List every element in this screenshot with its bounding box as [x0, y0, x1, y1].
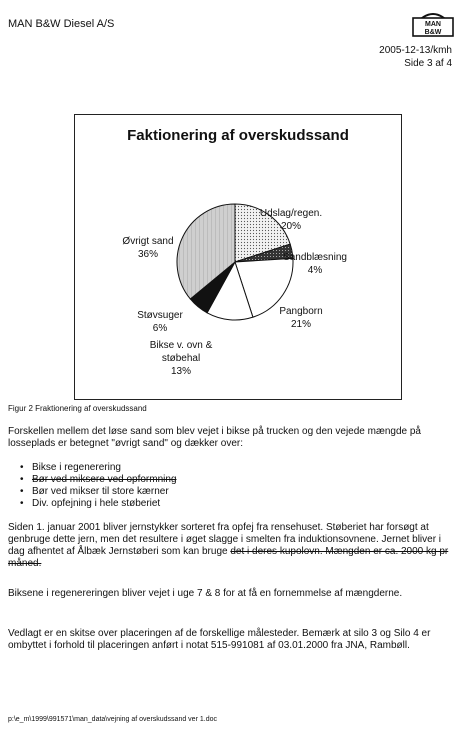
label-sandblaesning-name: Sandblæsning [283, 252, 347, 263]
label-udslag-name: Udslag/regen. [259, 208, 323, 219]
label-pangborn-name: Pangborn [279, 306, 323, 317]
label-pangborn [271, 305, 331, 331]
label-udslag-value: 20% [280, 221, 301, 232]
paragraph-iron [8, 522, 456, 570]
label-bikse [131, 339, 231, 378]
label-oevrigt-name: Øvrigt sand [122, 236, 174, 247]
document-meta [379, 44, 452, 70]
paragraph-iron-struck: det i deres kupolovn. Mængden er ca. 2000 kg pr måned. [8, 546, 449, 569]
label-bikse-name-1: Bikse v. ovn & [149, 340, 213, 351]
label-bikse-value: 13% [170, 366, 191, 377]
bullet-text-1: Bikse i regenerering [32, 462, 121, 473]
company-name: MAN B&W Diesel A/S [8, 18, 115, 30]
label-pangborn-value: 21% [290, 319, 311, 330]
bullet-text-2: Bør ved miksere ved opformning [32, 474, 177, 485]
bullet-item-2 [20, 474, 177, 486]
logo-text-bottom: B&W [424, 29, 442, 36]
bullet-list [20, 462, 177, 510]
label-stoevsuger-name: Støvsuger [137, 310, 183, 321]
label-stoevsuger [131, 309, 189, 335]
bullet-item-4 [20, 498, 177, 510]
paragraph-intro: Forskellen mellem det løse sand som blev vejet i bikse på trucken og den vejede mængde på losseplads er betegnet "øvrigt sand" og dækker over: [8, 426, 421, 449]
paragraph-weighing: Biksene i regenereringen bliver vejet i uge 7 & 8 for at få en fornemmelse af mængderne. [8, 588, 403, 599]
label-oevrigt [103, 235, 193, 261]
label-bikse-name-2: støbehal [161, 353, 201, 364]
label-stoevsuger-value: 6% [152, 323, 168, 334]
man-bw-logo [410, 6, 456, 40]
paragraph-iron-text: Siden 1. januar 2001 bliver jernstykker sorteret fra opfej fra rensehuset. Støberiet har forsøgt at genbruge dette jern, men det resultere i øget slagge i smelten fra induktionsovnene. Jernet bliver i dag afhentet af Ålbæk Jernstøberi som kan bruge [8, 522, 442, 557]
bullet-text-3: Bør ved mikser til store kærner [32, 486, 169, 497]
logo-text-top: MAN [425, 21, 441, 28]
bullet-text-4: Div. opfejning i hele støberiet [32, 498, 161, 509]
paragraph-sketch: Vedlagt er en skitse over placeringen af de forskellige målesteder. Bemærk at silo 3 og Silo 4 er ombyttet i forhold til placeringen anført i notat 515-991081 af 03.01.2000 fra JNA, Rambøll. [8, 628, 431, 651]
label-oevrigt-value: 36% [137, 249, 158, 260]
page-number: Side 3 af 4 [404, 58, 452, 69]
chart-title: Faktionering af overskudssand [127, 127, 349, 144]
footer-file-path: p:\e_m\1999\991571\man_data\vejning af overskudssand ver 1.doc [8, 716, 217, 723]
bullet-item-3 [20, 486, 177, 498]
bullet-item-1 [20, 462, 177, 474]
label-udslag [246, 207, 336, 233]
label-sandblaesning-value: 4% [307, 265, 323, 276]
date-reference: 2005-12-13/kmh [379, 45, 452, 56]
label-sandblaesning [275, 251, 355, 277]
figure-caption: Figur 2 Fraktionering af overskudssand [8, 404, 147, 413]
pie-chart-figure [74, 114, 402, 400]
